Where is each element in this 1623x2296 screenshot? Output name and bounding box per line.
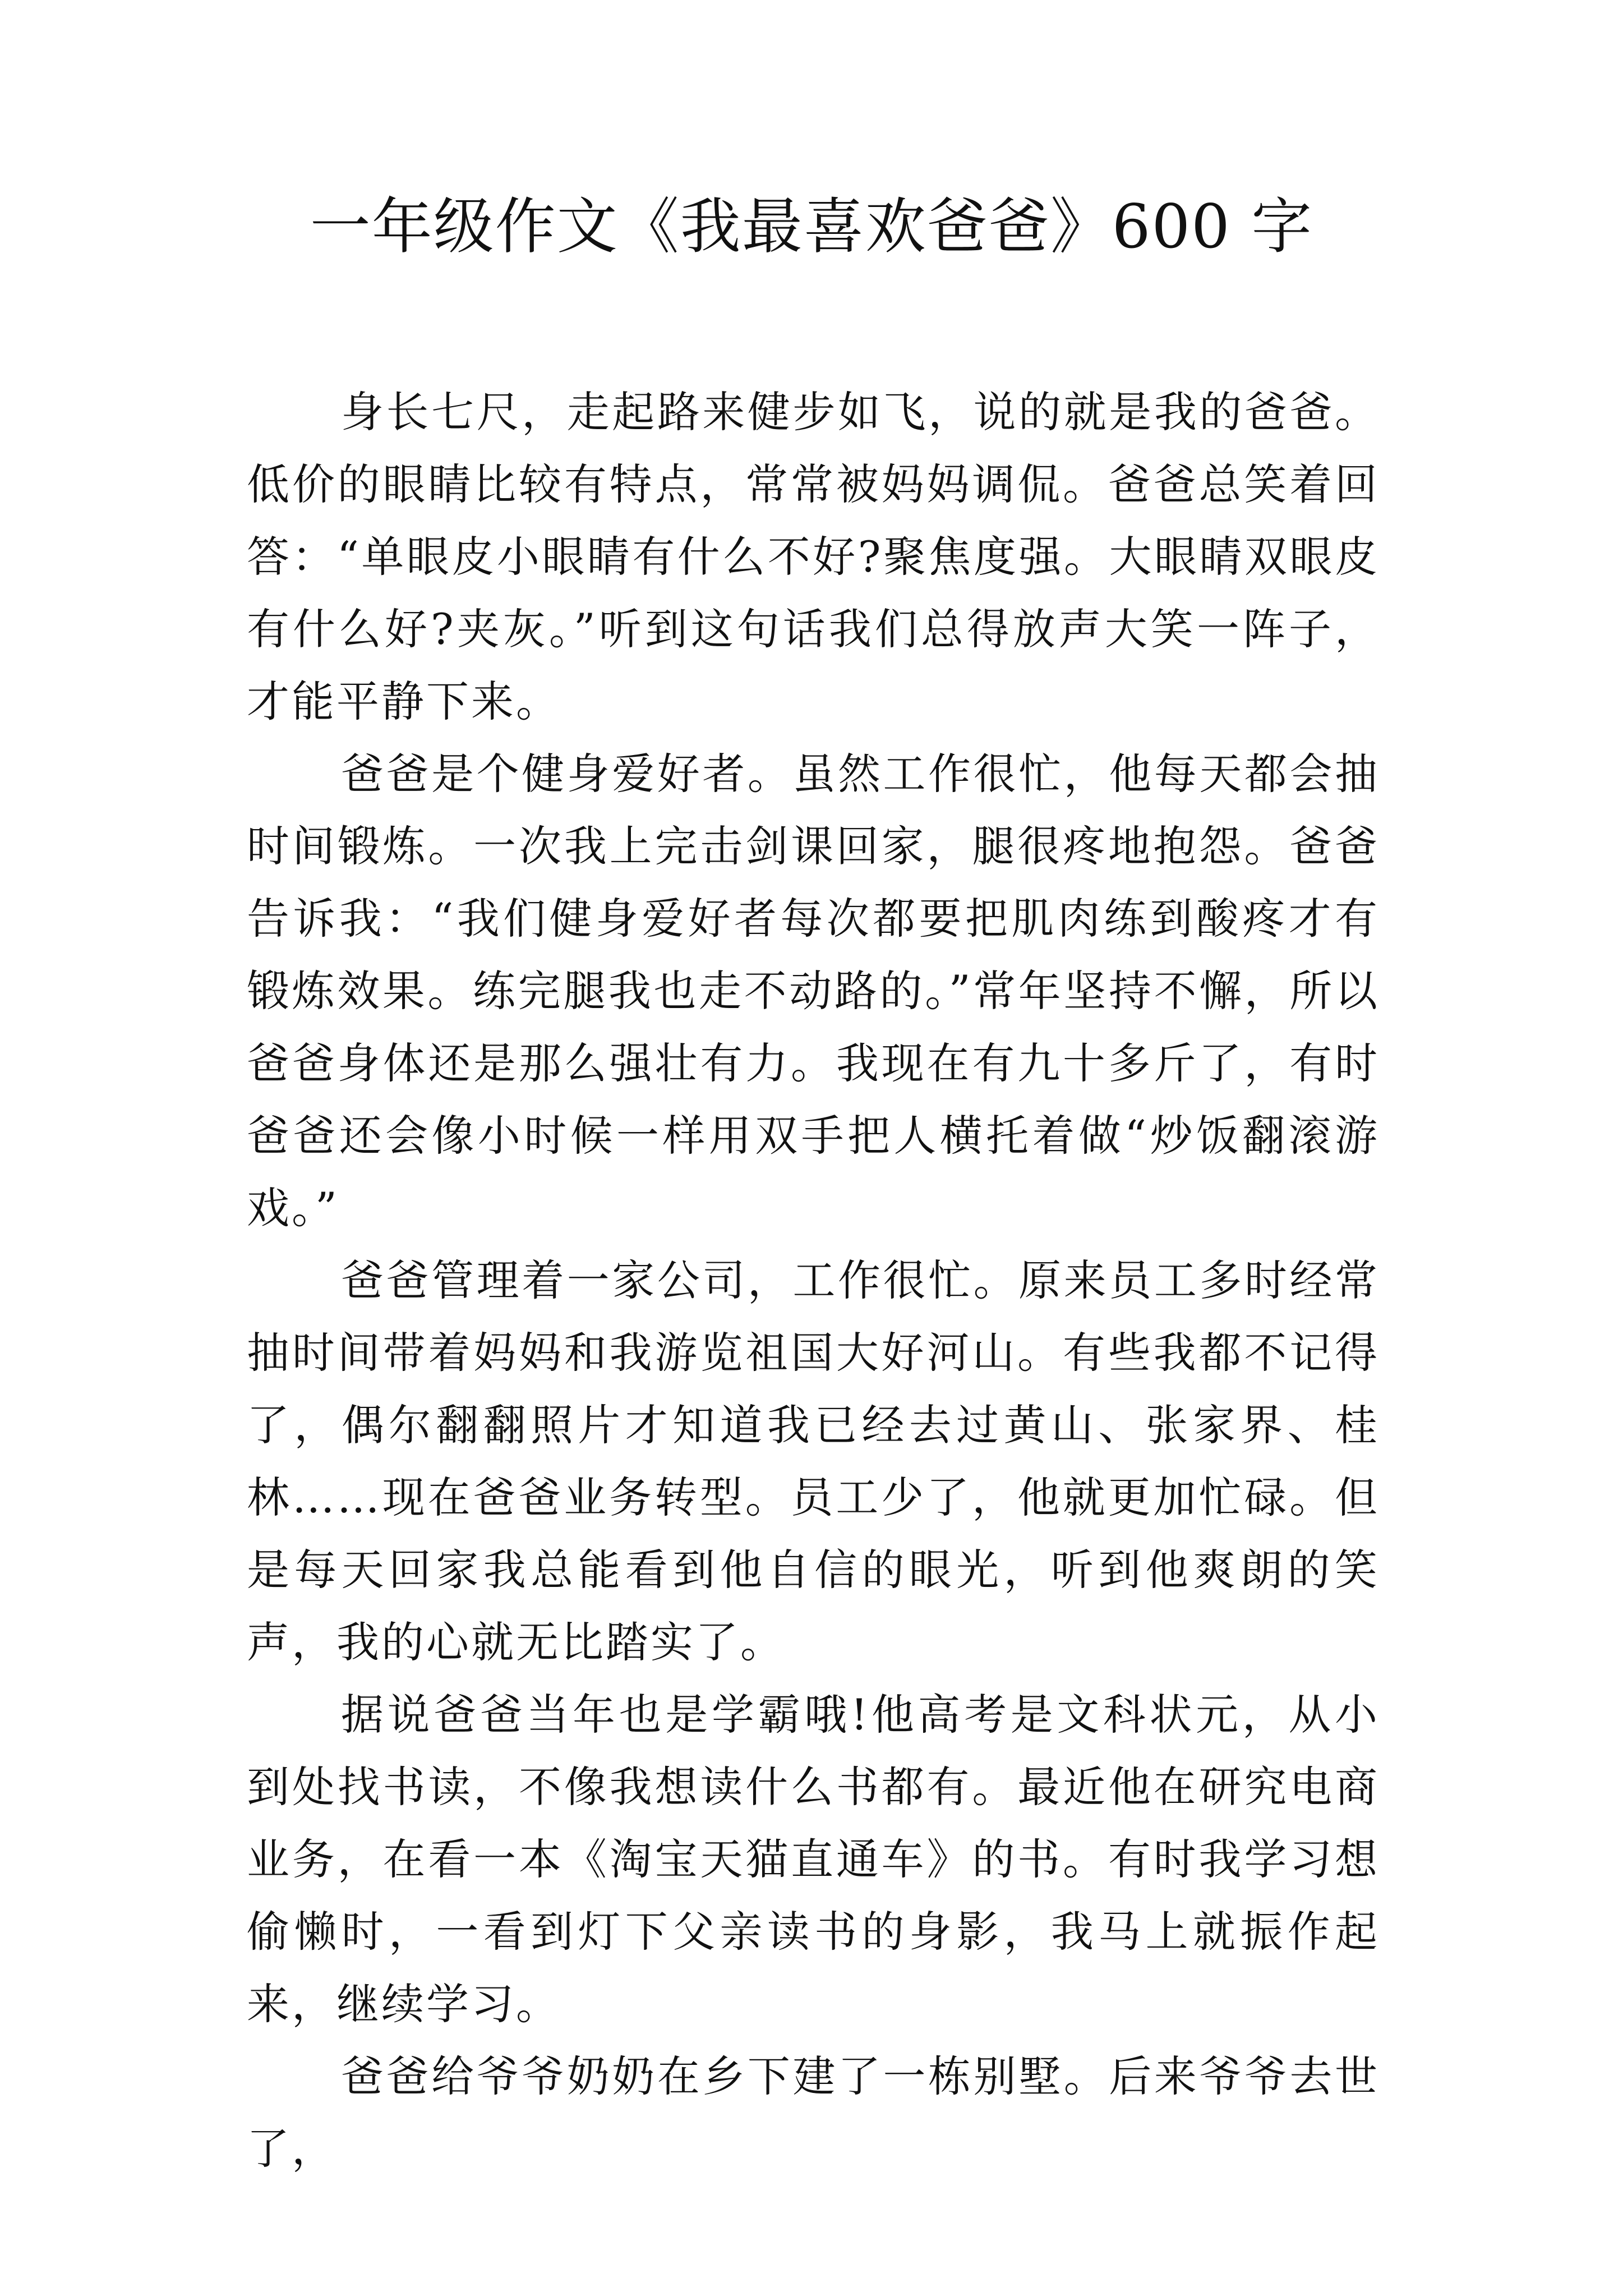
paragraph-1: 身长七尺，走起路来健步如飞，说的就是我的爸爸。低价的眼睛比较有特点，常常被妈妈调侃。爸爸总笑着回答：“单眼皮小眼睛有什么不好?聚焦度强。大眼睛双眼皮有什么好?夹灰。”听到这句话我们总得放声大笑一阵子，才能平静下来。 <box>247 387 1380 726</box>
essay-body <box>247 376 1380 2185</box>
paragraph-5: 爸爸给爷爷奶奶在乡下建了一栋别墅。后来爷爷去世了， <box>247 2051 1380 2174</box>
document-title: 一年级作文《我最喜欢爸爸》600 字 <box>310 192 1313 262</box>
paragraph-4: 据说爸爸当年也是学霸哦!他高考是文科状元，从小到处找书读，不像我想读什么书都有。最近他在研究电商业务，在看一本《淘宝天猫直通车》的书。有时我学习想偷懒时，一看到灯下父亲读书的身影，我马上就振作起来，继续学习。 <box>247 1690 1380 2029</box>
paragraph-2: 爸爸是个健身爱好者。虽然工作很忙，他每天都会抽时间锻炼。一次我上完击剑课回家，腿很疼地抱怨。爸爸告诉我：“我们健身爱好者每次都要把肌肉练到酸疼才有锻炼效果。练完腿我也走不动路的。”常年坚持不懈，所以爸爸身体还是那么强壮有力。我现在有九十多斤了，有时爸爸还会像小时候一样用双手把人横托着做“炒饭翻滚游戏。” <box>247 749 1380 1233</box>
paragraph-3: 爸爸管理着一家公司，工作很忙。原来员工多时经常抽时间带着妈妈和我游览祖国大好河山。有些我都不记得了，偶尔翻翻照片才知道我已经去过黄山、张家界、桂林……现在爸爸业务转型。员工少了，他就更加忙碌。但是每天回家我总能看到他自信的眼光，听到他爽朗的笑声，我的心就无比踏实了。 <box>247 1255 1380 1667</box>
